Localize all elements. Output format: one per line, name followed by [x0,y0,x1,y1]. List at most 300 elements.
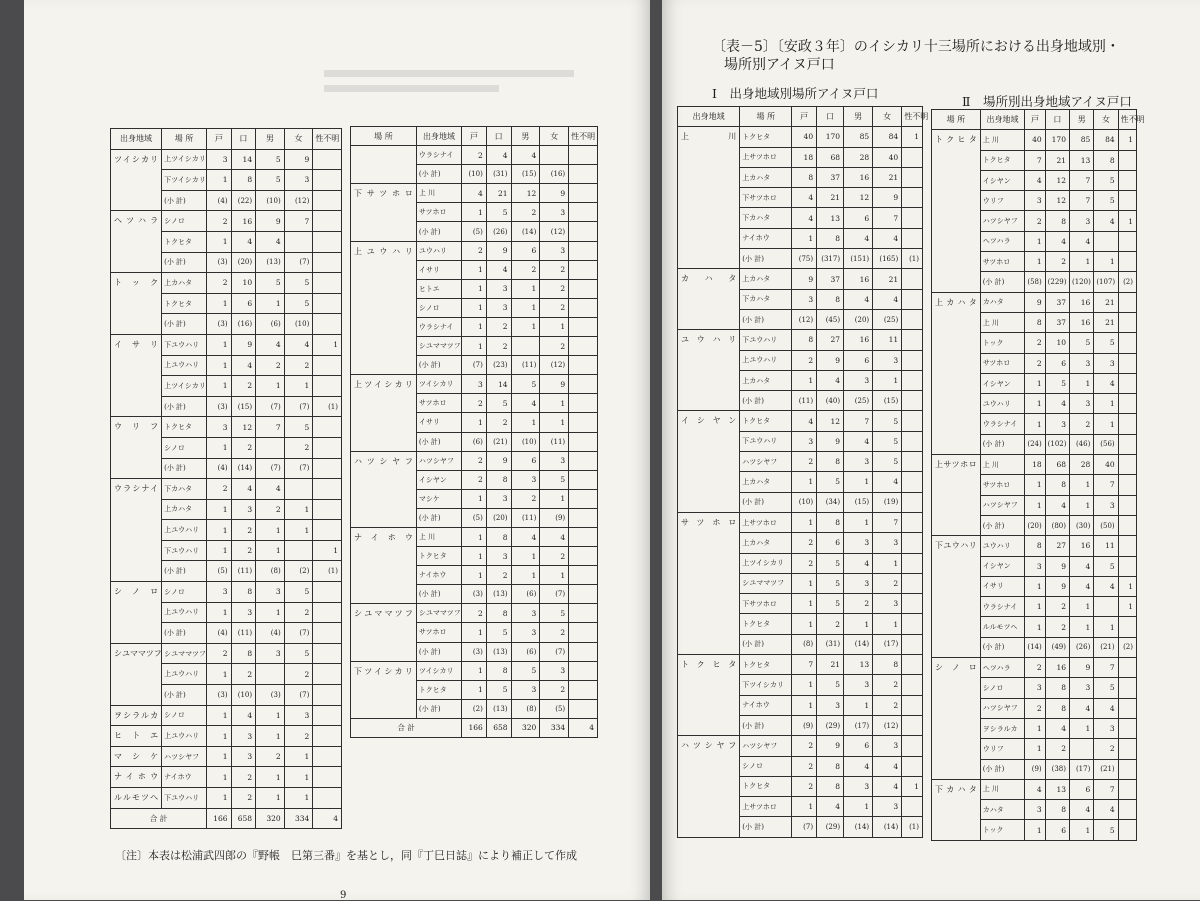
place-cell: サツホロ [980,252,1025,272]
place-cell: イシヤン [980,170,1025,190]
value-cell [1118,150,1136,170]
value-cell [569,203,598,222]
value-cell [511,337,540,356]
group-label: シノロ [932,658,981,780]
value-cell [902,411,923,431]
value-cell: 5 [1094,191,1118,211]
value-cell: (5) [462,508,487,527]
value-cell: 37 [1045,292,1069,312]
value-cell: 3 [792,289,817,309]
value-cell: 1 [1025,252,1045,272]
place-cell: ナイホウ [416,566,461,585]
value-cell: (25) [873,309,902,329]
value-cell: 16 [1069,536,1093,556]
place-cell: マシケ [416,489,461,508]
value-cell: 2 [284,602,313,623]
value-cell: (2) [284,561,313,582]
value-cell: (6) [256,314,285,335]
value-cell: 5 [284,417,313,438]
value-cell: 21 [1094,292,1118,312]
value-cell [569,394,598,413]
place-cell: (小 計) [162,623,207,644]
column-header: 場 所 [162,129,207,150]
value-cell: 4 [1045,718,1069,738]
value-cell: 1 [844,472,873,492]
group-label: 下ユウハリ [932,536,981,658]
group-label: ユウハリ [678,330,740,411]
value-cell [1094,597,1118,617]
value-cell: 2 [1045,617,1069,637]
value-cell: (8) [256,561,285,582]
place-cell: (小 計) [416,642,461,661]
value-cell: (10) [231,685,256,706]
value-cell: 1 [1094,252,1118,272]
table-row [111,211,342,232]
place-cell: 上 川 [416,184,461,203]
value-cell: 5 [817,675,844,695]
group-label: ルルモツヘ [111,788,162,809]
place-cell: 下ユウハリ [162,788,207,809]
value-cell: 1 [313,540,342,561]
value-cell [902,573,923,593]
value-cell: 1 [256,788,285,809]
value-cell [284,231,313,252]
value-cell: (13) [486,642,511,661]
value-cell: (34) [817,492,844,512]
place-cell: (小 計) [416,222,461,241]
value-cell [1118,312,1136,332]
total-cell: 658 [486,718,511,737]
value-cell: 8 [817,756,844,776]
value-cell: 5 [256,273,285,294]
value-cell [902,594,923,614]
total-cell: 320 [511,718,540,737]
value-cell: 8 [792,167,817,187]
total-row [111,808,342,829]
value-cell: (21) [486,432,511,451]
value-cell: 9 [486,451,511,470]
value-cell: 2 [256,499,285,520]
value-cell: 1 [462,317,487,336]
value-cell: 1 [462,661,487,680]
value-cell: 10 [231,273,256,294]
value-cell [902,492,923,512]
value-cell: 5 [284,643,313,664]
column-header: 戸 [207,129,232,150]
value-cell: (9) [792,715,817,735]
column-header: 女 [284,129,313,150]
value-cell: (120) [1069,272,1093,292]
value-cell: 16 [1069,292,1093,312]
table-row [111,788,342,809]
value-cell: 5 [1045,373,1069,393]
value-cell [902,350,923,370]
value-cell [313,623,342,644]
section-2-heading: Ⅱ 場所別出身地域アイヌ戸口 [962,94,1132,109]
value-cell: 1 [1025,475,1045,495]
value-cell: 3 [873,594,902,614]
value-cell: (4) [256,623,285,644]
value-cell: (6) [511,585,540,604]
value-cell: 28 [1069,455,1093,475]
value-cell: 8 [817,289,844,309]
value-cell [569,413,598,432]
value-cell [902,512,923,532]
table-row [111,273,342,294]
value-cell [569,489,598,508]
value-cell: 2 [1045,252,1069,272]
value-cell [1118,292,1136,312]
column-header: 出身地域 [111,129,162,150]
value-cell: 2 [284,355,313,376]
value-cell: 1 [462,203,487,222]
value-cell: 3 [844,452,873,472]
place-cell: ハツシヤフ [162,746,207,767]
value-cell [1118,658,1136,678]
value-cell: (20) [844,309,873,329]
value-cell: 3 [231,602,256,623]
value-cell: (17) [844,715,873,735]
value-cell: 8 [486,661,511,680]
value-cell: 1 [256,520,285,541]
value-cell: 3 [540,203,569,222]
value-cell [1118,820,1136,840]
place-cell: サツホロ [980,353,1025,373]
place-cell: ヘツハラ [980,658,1025,678]
place-cell: 上カハタ [740,269,792,289]
value-cell: 3 [1094,718,1118,738]
place-cell: 上 川 [980,312,1025,332]
value-cell: 1 [540,394,569,413]
value-cell [313,520,342,541]
place-cell: シノロ [980,678,1025,698]
value-cell [313,746,342,767]
value-cell: 5 [873,452,902,472]
value-cell: 7 [1094,475,1118,495]
group-label: トクヒタ [678,655,740,736]
value-cell: 5 [1069,333,1093,353]
place-cell: (小 計) [980,434,1025,454]
value-cell [902,695,923,715]
value-cell: 2 [231,788,256,809]
value-cell: (1) [313,396,342,417]
value-cell: 4 [231,231,256,252]
value-cell: 7 [844,411,873,431]
value-cell: 2 [231,437,256,458]
place-cell: (小 計) [740,715,792,735]
value-cell: (8) [792,634,817,654]
value-cell: (3) [207,396,232,417]
value-cell: 9 [1069,658,1093,678]
place-cell: (小 計) [162,396,207,417]
place-cell: (小 計) [740,309,792,329]
value-cell: 1 [256,602,285,623]
place-cell: シユママツフ [162,643,207,664]
column-header: 戸 [462,127,487,146]
value-cell [313,685,342,706]
value-cell: 1 [256,767,285,788]
value-cell: 6 [511,241,540,260]
value-cell: (1) [902,249,923,269]
column-header: 場 所 [932,110,981,130]
value-cell: (14) [873,817,902,837]
value-cell: 4 [511,146,540,165]
value-cell: 8 [1025,312,1045,332]
value-cell: 2 [540,623,569,642]
place-cell: ハツシヤフ [980,495,1025,515]
value-cell [1118,414,1136,434]
value-cell: 5 [284,273,313,294]
value-cell: 1 [792,797,817,817]
value-cell [569,146,598,165]
column-header: 女 [873,107,902,127]
value-cell: 4 [231,355,256,376]
value-cell: 40 [1094,455,1118,475]
value-cell: 4 [817,797,844,817]
value-cell: 8 [817,452,844,472]
group-label: 上ツイシカリ [351,375,417,451]
place-cell: トクヒタ [416,680,461,699]
value-cell [902,533,923,553]
value-cell: 3 [511,604,540,623]
value-cell: (1) [313,561,342,582]
value-cell: (3) [207,252,232,273]
value-cell: 5 [817,472,844,492]
table-title [712,38,1120,74]
value-cell: 1 [844,797,873,817]
place-cell: (小 計) [162,314,207,335]
column-header: 女 [540,127,569,146]
place-cell: 上 川 [416,527,461,546]
value-cell: 8 [817,512,844,532]
place-cell: 上ツイシカリ [162,149,207,170]
group-label: トック [111,273,162,335]
place-cell: (小 計) [416,432,461,451]
value-cell: 2 [1025,353,1045,373]
value-cell: 1 [462,279,487,298]
place-cell: 上カハタ [740,370,792,390]
value-cell [313,231,342,252]
value-cell: 2 [540,680,569,699]
value-cell: 1 [511,566,540,585]
value-cell: 1 [873,553,902,573]
value-cell: 68 [817,147,844,167]
value-cell: 1 [792,370,817,390]
value-cell: (7) [284,396,313,417]
value-cell: 9 [817,350,844,370]
value-cell: 1 [1069,475,1093,495]
value-cell [1118,515,1136,535]
left-table-place-by-origin [350,126,598,738]
value-cell: (19) [873,492,902,512]
value-cell: (45) [817,309,844,329]
value-cell: 1 [792,675,817,695]
value-cell: (29) [817,817,844,837]
value-cell [569,508,598,527]
value-cell [1118,536,1136,556]
value-cell: 3 [511,680,540,699]
table-row [932,536,1137,556]
value-cell [313,355,342,376]
value-cell: 4 [256,231,285,252]
place-cell: シノロ [162,582,207,603]
value-cell: 1 [284,788,313,809]
value-cell: 4 [284,334,313,355]
place-cell: ヲシラルカ [980,718,1025,738]
value-cell: (11) [231,623,256,644]
place-cell: (小 計) [416,165,461,184]
value-cell: 4 [1069,576,1093,596]
value-cell: 8 [1045,211,1069,231]
value-cell: 2 [1025,211,1045,231]
value-cell: 5 [486,623,511,642]
value-cell: (7) [256,396,285,417]
value-cell: (12) [873,715,902,735]
value-cell: (58) [1025,272,1045,292]
table-row [932,658,1137,678]
place-cell: ハツシヤフ [980,698,1025,718]
value-cell: (31) [486,165,511,184]
place-cell: トクヒタ [162,231,207,252]
value-cell: 1 [792,228,817,248]
value-cell: 2 [540,279,569,298]
value-cell: 9 [1025,292,1045,312]
value-cell: 3 [1025,191,1045,211]
value-cell: 3 [844,573,873,593]
value-cell: 4 [1094,211,1118,231]
value-cell: 11 [873,330,902,350]
value-cell [902,188,923,208]
value-cell: 37 [817,269,844,289]
value-cell: 1 [1025,739,1045,759]
value-cell [313,643,342,664]
value-cell: 3 [1069,678,1093,698]
value-cell: (20) [486,508,511,527]
value-cell: 6 [844,736,873,756]
value-cell [569,451,598,470]
value-cell: 9 [1045,556,1069,576]
value-cell: 9 [792,269,817,289]
value-cell: (14) [231,458,256,479]
value-cell: 1 [1069,617,1093,637]
place-cell: ナイホウ [740,228,792,248]
value-cell [1118,231,1136,251]
value-cell: 6 [817,533,844,553]
value-cell [1118,718,1136,738]
value-cell: 4 [462,184,487,203]
value-cell: (5) [462,222,487,241]
value-cell: 1 [256,726,285,747]
value-cell: 2 [792,452,817,472]
value-cell: 3 [844,675,873,695]
value-cell [902,614,923,634]
value-cell: 1 [207,788,232,809]
value-cell: (9) [540,508,569,527]
value-cell: 1 [207,437,232,458]
value-cell [902,675,923,695]
value-cell: 170 [817,127,844,147]
value-cell: (24) [1025,434,1045,454]
value-cell: 1 [207,705,232,726]
value-cell: 3 [1069,394,1093,414]
place-cell: 上ユウハリ [162,355,207,376]
value-cell: (15) [511,165,540,184]
place-cell: (小 計) [980,272,1025,292]
value-cell: 6 [1069,779,1093,799]
value-cell [1118,617,1136,637]
table-row [678,736,923,756]
value-cell: 10 [1045,333,1069,353]
value-cell: 3 [873,736,902,756]
value-cell: 5 [256,170,285,191]
place-cell: トック [980,820,1025,840]
value-cell: 1 [1025,718,1045,738]
value-cell: 5 [486,203,511,222]
place-cell: イサリ [416,260,461,279]
value-cell: 2 [1025,333,1045,353]
place-cell: 上ユウハリ [162,664,207,685]
group-label: 上ユウハリ [351,241,417,375]
value-cell: 11 [1094,536,1118,556]
value-cell [1118,475,1136,495]
value-cell [902,452,923,472]
value-cell: (102) [1045,434,1069,454]
value-cell: 3 [486,279,511,298]
column-header: 性不明 [1118,110,1136,130]
place-cell: シユママツフ [416,337,461,356]
group-label: カハタ [678,269,740,330]
value-cell: (3) [207,314,232,335]
value-cell [1118,556,1136,576]
place-cell: ツイシカリ [416,661,461,680]
value-cell: 1 [1025,617,1045,637]
value-cell [902,208,923,228]
value-cell: 8 [873,655,902,675]
value-cell: (9) [1025,759,1045,779]
column-header: 男 [256,129,285,150]
value-cell: (11) [511,508,540,527]
place-cell: イシヤン [980,373,1025,393]
value-cell: (107) [1094,272,1118,292]
place-cell: ウラシナイ [980,597,1025,617]
value-cell: 21 [1094,312,1118,332]
value-cell: 2 [256,746,285,767]
place-cell: トクヒタ [162,293,207,314]
value-cell: 1 [1069,495,1093,515]
value-cell [313,437,342,458]
value-cell: (13) [486,699,511,718]
value-cell [902,797,923,817]
total-label: 合 計 [351,718,462,737]
place-cell: イシヤン [416,470,461,489]
column-header: 性不明 [569,127,598,146]
value-cell: (7) [284,252,313,273]
value-cell: 1 [207,499,232,520]
value-cell: 14 [231,149,256,170]
value-cell: 1 [207,355,232,376]
place-cell: (小 計) [740,634,792,654]
value-cell [569,585,598,604]
value-cell [1069,739,1093,759]
value-cell: 3 [511,623,540,642]
value-cell: (75) [792,249,817,269]
value-cell: (10) [792,492,817,512]
value-cell [1118,678,1136,698]
value-cell: (1) [902,817,923,837]
value-cell: 1 [792,594,817,614]
value-cell: 68 [1045,455,1069,475]
value-cell [1118,759,1136,779]
